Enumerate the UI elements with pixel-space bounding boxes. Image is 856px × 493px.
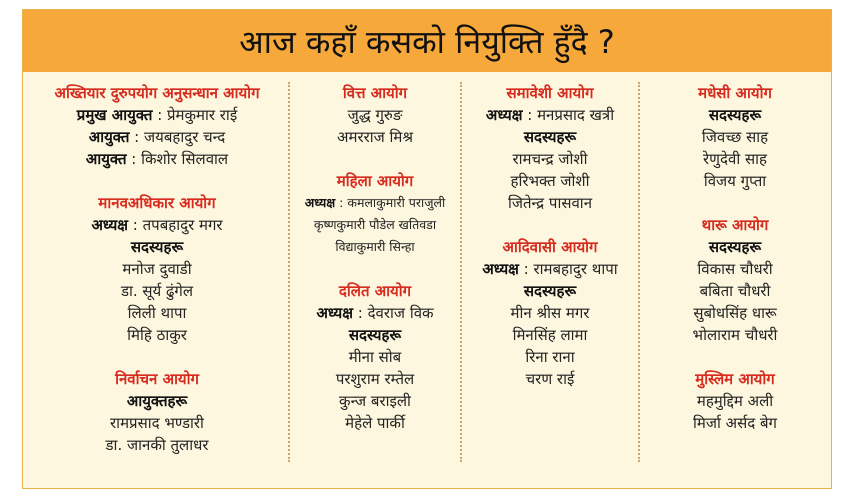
entry-label: प्रमुख आयुक्त: [76, 106, 153, 124]
members-heading: सदस्यहरू: [348, 326, 402, 344]
entry-value: कमलाकुमारी पराजुली: [347, 195, 446, 210]
section-title: आदिवासी आयोग: [502, 238, 598, 256]
entry-row: अध्यक्ष : कमलाकुमारी पराजुली: [304, 195, 446, 210]
column-separator: [638, 82, 640, 462]
entry-label: आयुक्त: [85, 150, 127, 168]
entry-label: आयुक्त: [88, 128, 130, 146]
page-title: आज कहाँ कसको नियुक्ति हुँदै ?: [239, 22, 615, 61]
column-1: [28, 82, 286, 472]
section-title: समावेशी आयोग: [506, 84, 594, 102]
section-title: मानवअधिकार आयोग: [98, 194, 216, 212]
section-title: दलित आयोग: [338, 282, 412, 300]
entry-label: अध्यक्ष: [482, 260, 519, 278]
member-name: रिना राना: [525, 348, 575, 366]
entry-row: अध्यक्ष : देवराज विक: [316, 304, 434, 322]
column-2: [292, 82, 458, 472]
section-title: वित्त आयोग: [342, 84, 408, 102]
member-name: जिवच्छ साह: [701, 128, 769, 146]
members-heading: सदस्यहरू: [523, 282, 577, 300]
section-title: महिला आयोग: [336, 172, 414, 190]
members-heading: आयुक्तहरू: [126, 392, 188, 410]
member-name: मेहेले पार्की: [345, 414, 405, 432]
entry-row: आयुक्त : किशोर सिलवाल: [85, 150, 229, 168]
member-name: जुद्ध गुरुङ: [347, 106, 403, 124]
entry-label: अध्यक्ष: [91, 216, 129, 234]
entry-label: अध्यक्ष: [304, 195, 336, 210]
column-4: [642, 82, 828, 472]
entry-value: तपबहादुर मगर: [142, 216, 223, 234]
entry-label: अध्यक्ष: [316, 304, 353, 322]
member-name: अमरराज मिश्र: [337, 128, 413, 146]
member-name: मिहि ठाकुर: [127, 326, 187, 344]
member-name: रामचन्द्र जोशी: [512, 150, 588, 168]
entry-row: अध्यक्ष : मनप्रसाद खत्री: [485, 106, 615, 124]
member-name: कृष्णकुमारी पौडेल खतिवडा: [313, 217, 437, 232]
section-title: थारू आयोग: [701, 216, 769, 234]
member-name: कुन्ज बराइली: [339, 392, 411, 410]
section-title: मधेसी आयोग: [698, 84, 772, 102]
member-name: मिर्जा अर्सद बेग: [693, 414, 777, 432]
entry-value: रामबहादुर थापा: [533, 260, 618, 278]
member-name: सुबोधसिंह धारू: [693, 304, 777, 322]
member-name: मनोज दुवाडी: [122, 260, 192, 278]
entry-value: मनप्रसाद खत्री: [537, 106, 615, 124]
member-name: परशुराम रम्तेल: [335, 370, 415, 388]
section-title: अख्तियार दुरुपयोग अनुसन्धान आयोग: [54, 84, 260, 102]
member-name: डा. जानकी तुलाधर: [105, 436, 209, 454]
members-heading: सदस्यहरू: [130, 238, 184, 256]
member-name: डा. सूर्य ढुंगेल: [120, 282, 194, 300]
header-banner: [23, 10, 831, 72]
entry-value: किशोर सिलवाल: [141, 150, 229, 168]
members-heading: सदस्यहरू: [523, 128, 577, 146]
member-name: विकास चौधरी: [697, 260, 773, 278]
member-name: बबिता चौधरी: [699, 282, 771, 300]
column-separator: [288, 82, 290, 462]
member-name: महमुद्दिम अली: [696, 392, 774, 410]
member-name: मीन श्रीस मगर: [510, 304, 590, 322]
column-3: [464, 82, 636, 472]
section-title: निर्वाचन आयोग: [115, 370, 199, 388]
entry-row: अध्यक्ष : रामबहादुर थापा: [482, 260, 618, 278]
members-heading: सदस्यहरू: [708, 106, 762, 124]
section-title: मुस्लिम आयोग: [695, 370, 775, 388]
entry-value: देवराज विक: [367, 304, 434, 322]
column-separator: [460, 82, 462, 462]
entry-row: अध्यक्ष : तपबहादुर मगर: [91, 216, 223, 234]
member-name: रेणुदेवी साह: [703, 150, 767, 168]
entry-value: जयबहादुर चन्द: [143, 128, 226, 146]
member-name: मीना सोब: [348, 348, 402, 366]
member-name: हरिभक्त जोशी: [510, 172, 590, 190]
member-name: भोलाराम चौधरी: [692, 326, 778, 344]
member-name: लिली थापा: [127, 304, 187, 322]
member-name: रामप्रसाद भण्डारी: [110, 414, 204, 432]
entry-value: प्रेमकुमार राई: [167, 106, 238, 124]
member-name: विद्याकुमारी सिन्हा: [335, 239, 415, 254]
member-name: मिनसिंह लामा: [512, 326, 588, 344]
member-name: चरण राई: [525, 370, 575, 388]
entry-row: आयुक्त : जयबहादुर चन्द: [88, 128, 226, 146]
member-name: विजय गुप्ता: [703, 172, 767, 190]
members-heading: सदस्यहरू: [708, 238, 762, 256]
member-name: जितेन्द्र पासवान: [507, 194, 593, 212]
entry-label: अध्यक्ष: [485, 106, 523, 124]
entry-row: प्रमुख आयुक्त : प्रेमकुमार राई: [76, 106, 238, 124]
